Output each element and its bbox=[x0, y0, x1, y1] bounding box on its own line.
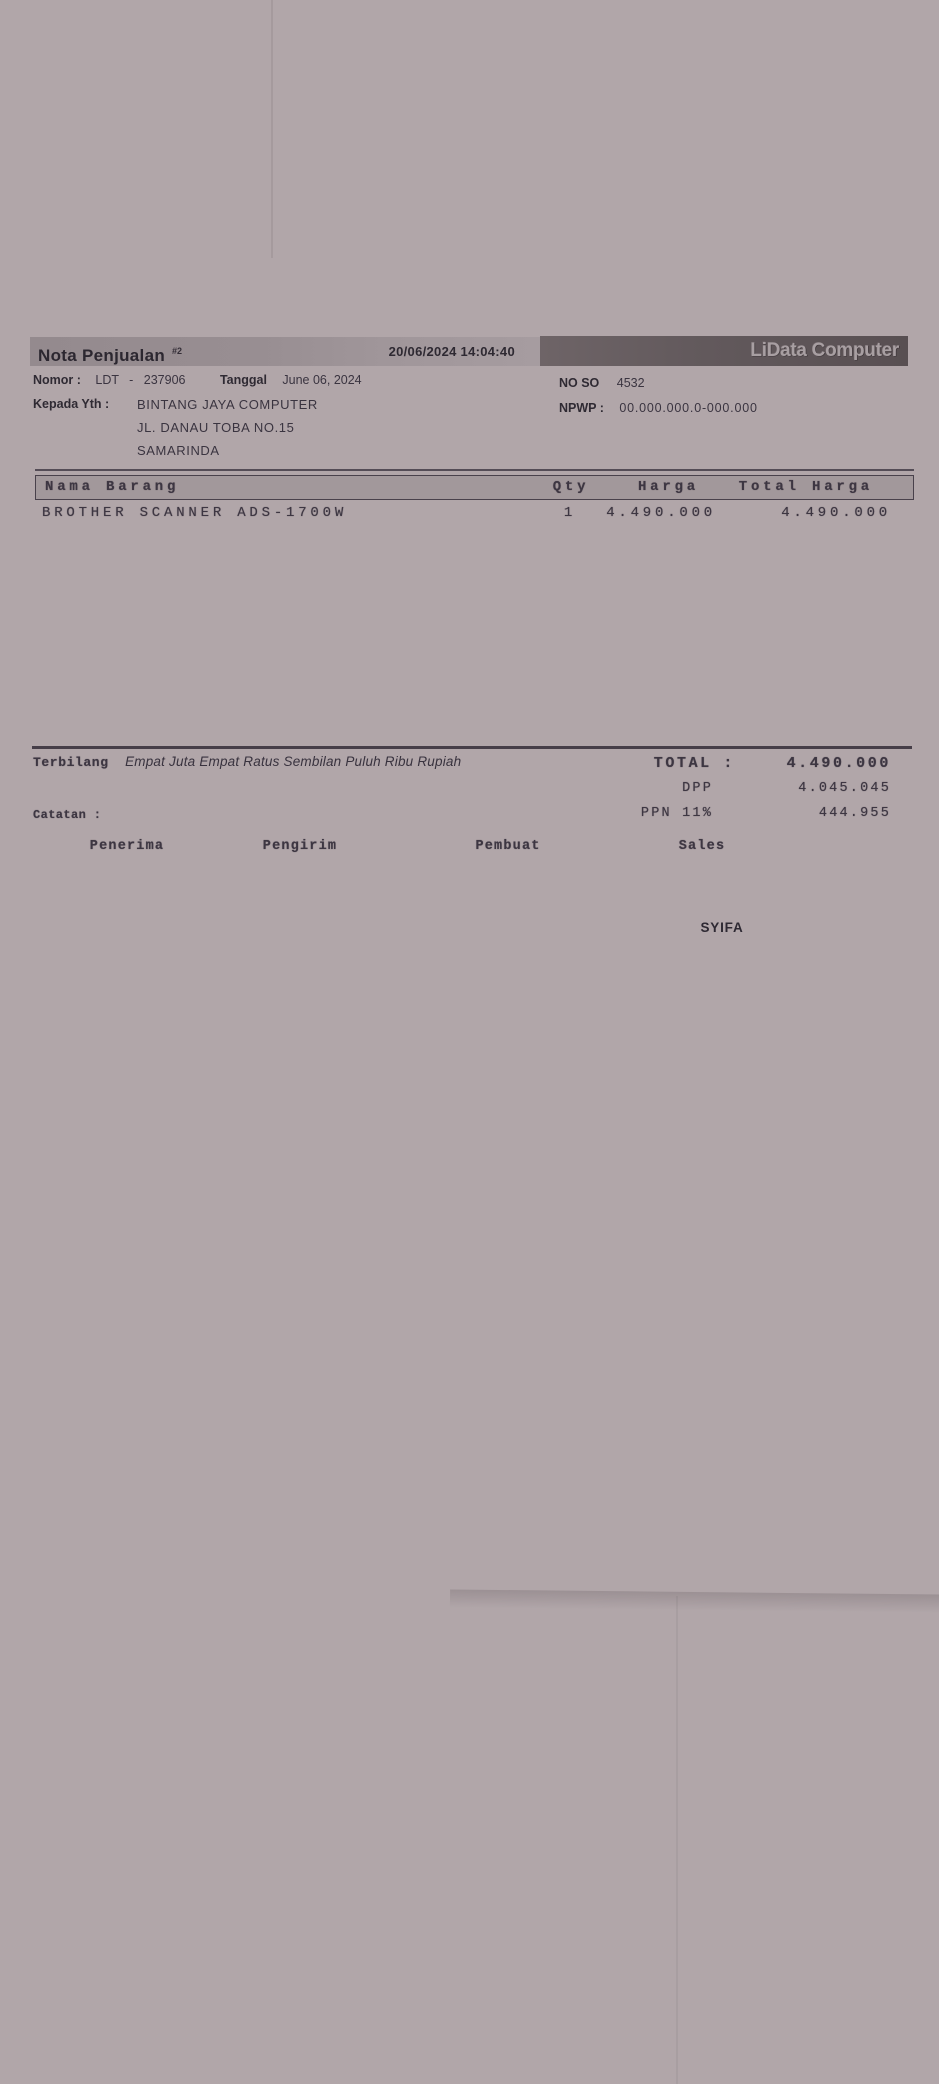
ppn-row bbox=[575, 806, 891, 824]
col-header-qty: Qty bbox=[552, 479, 590, 495]
total-row bbox=[575, 755, 891, 773]
terbilang-row bbox=[33, 753, 461, 771]
tanggal-label: Tanggal bbox=[219, 373, 267, 387]
terbilang-amount-in-words: Empat Juta Empat Ratus Sembilan Puluh Ribu Rupiah bbox=[125, 754, 462, 769]
summary-divider-rule bbox=[32, 746, 912, 749]
brand-logo-text: LiData Computer bbox=[750, 340, 899, 361]
brand-bar bbox=[540, 336, 908, 366]
col-header-harga: Harga bbox=[637, 479, 699, 495]
dpp-row bbox=[575, 781, 891, 799]
nomor-tanggal-row bbox=[33, 371, 362, 389]
customer-city: SAMARINDA bbox=[137, 443, 220, 458]
no-so-label: NO SO bbox=[559, 376, 600, 390]
paper-fold-shadow bbox=[450, 1589, 939, 1612]
tanggal-value: June 06, 2024 bbox=[282, 373, 362, 387]
no-so-value: 4532 bbox=[616, 376, 645, 390]
customer-address: JL. DANAU TOBA NO.15 bbox=[137, 420, 295, 435]
item-total: 4.490.000 bbox=[781, 505, 891, 521]
npwp-value: 00.000.000.0-000.000 bbox=[619, 401, 758, 415]
title-bar bbox=[30, 337, 540, 366]
npwp-row bbox=[559, 399, 758, 417]
paper-crease-vertical-top bbox=[271, 0, 273, 258]
item-name: BROTHER SCANNER ADS-1700W bbox=[42, 505, 348, 521]
page-title: Nota Penjualan bbox=[38, 346, 166, 365]
item-price: 4.490.000 bbox=[606, 505, 716, 521]
total-label: TOTAL : bbox=[653, 755, 735, 772]
npwp-label: NPWP : bbox=[559, 401, 604, 415]
dpp-value: 4.045.045 bbox=[798, 781, 891, 796]
terbilang-label: Terbilang bbox=[33, 755, 109, 770]
total-value: 4.490.000 bbox=[786, 755, 891, 772]
sales-person-name: SYIFA bbox=[700, 920, 744, 935]
col-header-total-harga: Total Harga bbox=[738, 479, 873, 495]
nomor-value: LDT - 237906 bbox=[95, 373, 186, 387]
col-header-nama-barang: Nama Barang bbox=[45, 479, 180, 495]
signature-label-pembuat: Pembuat bbox=[475, 839, 541, 854]
ppn-value: 444.955 bbox=[818, 806, 891, 821]
nomor-label: Nomor : bbox=[33, 373, 81, 387]
table-header-row bbox=[35, 475, 914, 500]
signature-label-sales: Sales bbox=[678, 839, 726, 854]
table-row bbox=[35, 504, 914, 522]
title-superscript: #2 bbox=[172, 346, 183, 356]
signature-label-pengirim: Pengirim bbox=[262, 839, 338, 854]
catatan-label: Catatan : bbox=[33, 808, 102, 822]
signature-label-penerima: Penerima bbox=[89, 839, 165, 854]
print-datetime: 20/06/2024 14:04:40 bbox=[388, 344, 515, 359]
paper-crease-vertical-bottom bbox=[676, 1596, 678, 2084]
ppn-label: PPN 11% bbox=[640, 806, 713, 821]
customer-name: BINTANG JAYA COMPUTER bbox=[137, 397, 318, 412]
table-top-rule bbox=[35, 469, 914, 471]
dpp-label: DPP bbox=[682, 781, 713, 796]
item-qty: 1 bbox=[563, 505, 577, 521]
no-so-row bbox=[559, 374, 645, 392]
kepada-label: Kepada Yth : bbox=[33, 397, 110, 411]
